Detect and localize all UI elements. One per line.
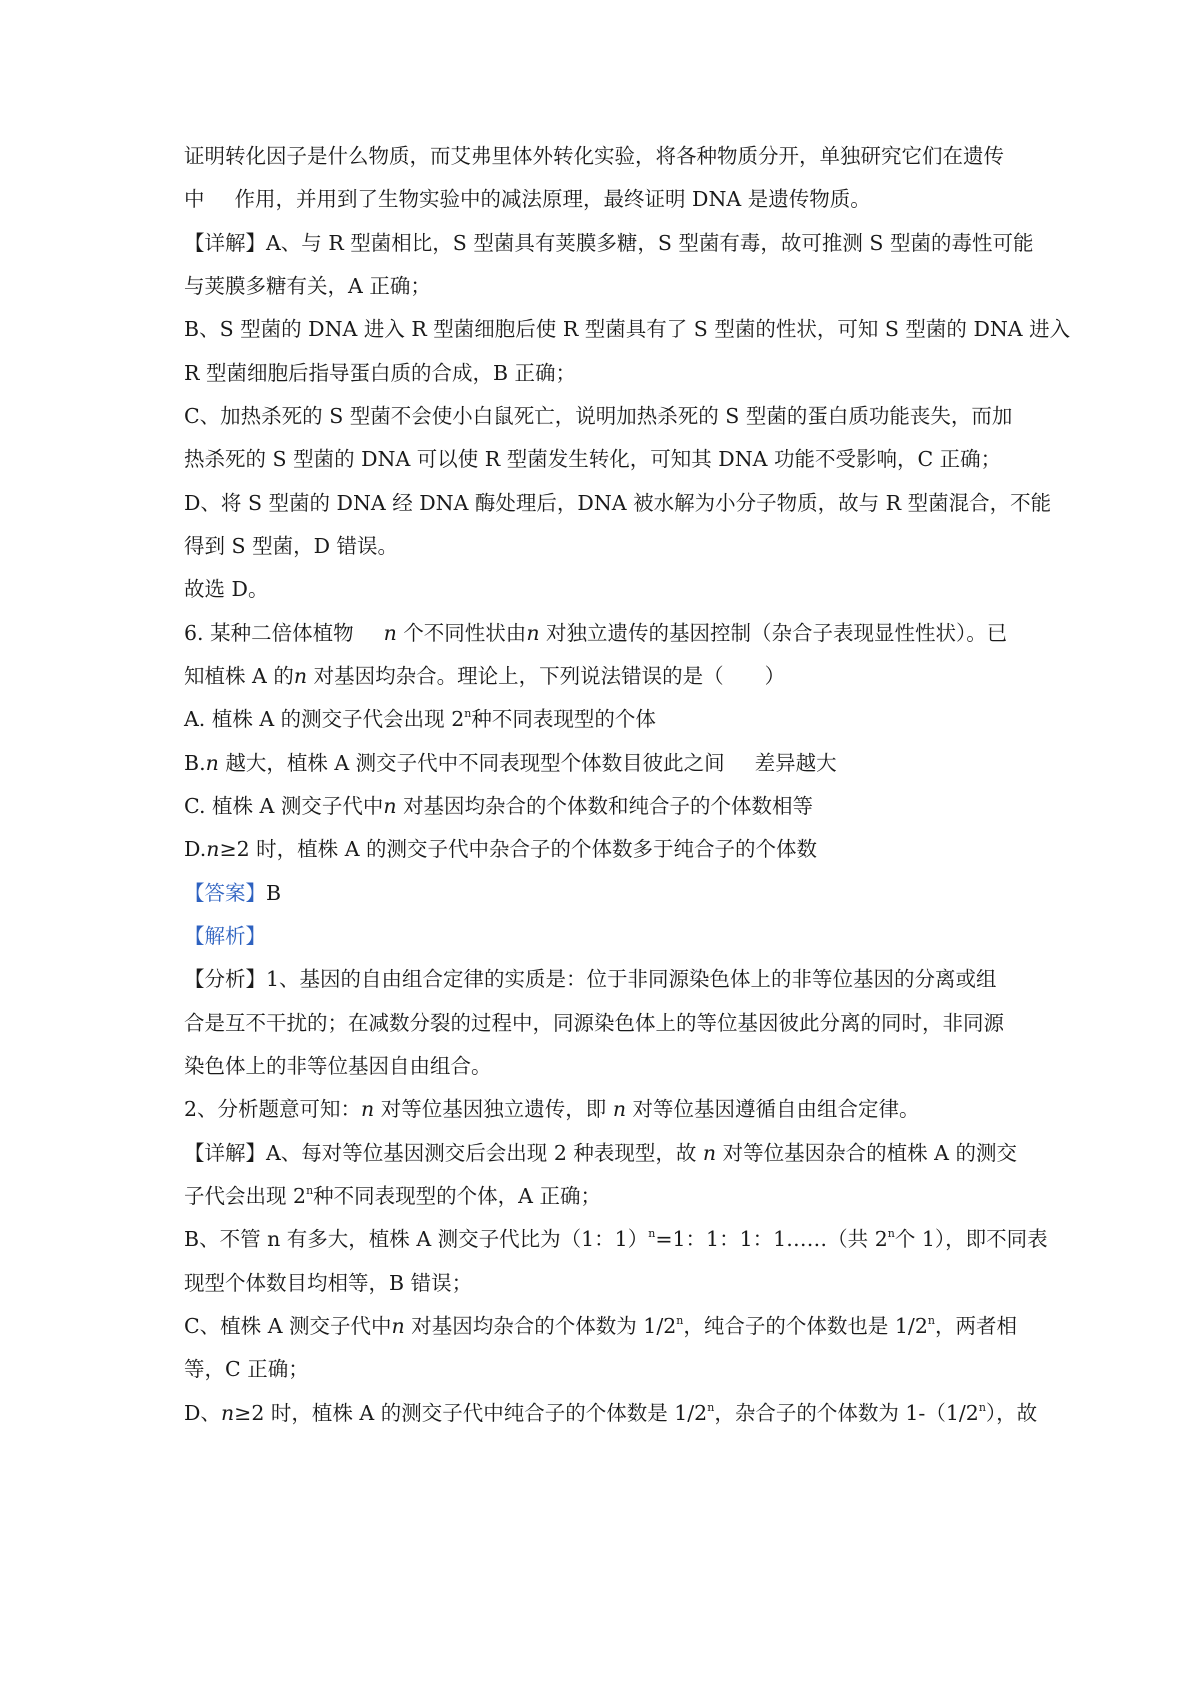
option-b: B.n 越大，植株 A 测交子代中不同表现型个体数目彼此之间 差异越大 xyxy=(184,751,837,775)
answer-line: 【答案】B xyxy=(184,881,282,905)
text-line: 故选 D。 xyxy=(184,577,269,601)
text-line: 现型个体数目均相等，B 错误； xyxy=(184,1271,473,1295)
text-line: R 型菌细胞后指导蛋白质的合成，B 正确； xyxy=(184,361,577,385)
text-line: D、将 S 型菌的 DNA 经 DNA 酶处理后，DNA 被水解为小分子物质，故与 R 型菌混合，不能 xyxy=(184,491,1052,515)
question-stem: 知植株 A 的n 对基因均杂合。理论上，下列说法错误的是（ ） xyxy=(184,664,786,688)
text-line: C、植株 A 测交子代中n 对基因均杂合的个体数为 1/2$^n$，纯合子的个体数也是 1/2$^n$，两者相 xyxy=(184,1314,1017,1338)
text-line: C、加热杀死的 S 型菌不会使小白鼠死亡，说明加热杀死的 S 型菌的蛋白质功能丧失，而加 xyxy=(184,404,1013,428)
text-line: 【详解】A、每对等位基因测交后会出现 2 种表现型，故 n 对等位基因杂合的植株 A 的测交 xyxy=(184,1141,1017,1165)
text-line: 证明转化因子是什么物质，而艾弗里体外转化实验，将各种物质分开，单独研究它们在遗传 xyxy=(184,144,1004,168)
text-line: 【详解】A、与 R 型菌相比，S 型菌具有荚膜多糖，S 型菌有毒，故可推测 S 型菌的毒性可能 xyxy=(184,231,1034,255)
text-line: 得到 S 型菌，D 错误。 xyxy=(184,534,399,558)
option-c: C. 植株 A 测交子代中n 对基因均杂合的个体数和纯合子的个体数相等 xyxy=(184,794,814,818)
text-line: B、不管 n 有多大，植株 A 测交子代比为（1：1）$^n$=1：1：1：1……（共 2$^n$个 1），即不同表 xyxy=(184,1227,1048,1251)
text-line: 【分析】1、基因的自由组合定律的实质是：位于非同源染色体上的非等位基因的分离或组 xyxy=(184,967,997,991)
text-line: 合是互不干扰的；在减数分裂的过程中，同源染色体上的等位基因彼此分离的同时，非同源 xyxy=(184,1011,1004,1035)
text-line: 与荚膜多糖有关，A 正确； xyxy=(184,274,431,298)
option-d: D.n≥2 时，植株 A 的测交子代中杂合子的个体数多于纯合子的个体数 xyxy=(184,837,818,861)
question-stem: 6. 某种二倍体植物 n 个不同性状由n 对独立遗传的基因控制（杂合子表现显性性状）。已 xyxy=(184,621,1008,645)
analysis-heading: 【解析】 xyxy=(184,924,266,948)
text-line: 子代会出现 2$^n$种不同表现型的个体，A 正确； xyxy=(184,1184,601,1208)
text-line: 中 作用，并用到了生物实验中的减法原理，最终证明 DNA 是遗传物质。 xyxy=(184,187,871,211)
text-line: 染色体上的非等位基因自由组合。 xyxy=(184,1054,492,1078)
text-line: 等，C 正确； xyxy=(184,1357,309,1381)
text-line: 热杀死的 S 型菌的 DNA 可以使 R 型菌发生转化，可知其 DNA 功能不受影响，C 正确； xyxy=(184,447,1002,471)
text-line: B、S 型菌的 DNA 进入 R 型菌细胞后使 R 型菌具有了 S 型菌的性状，可知 S 型菌的 DNA 进入 xyxy=(184,317,1071,341)
text-line: D、n≥2 时，植株 A 的测交子代中纯合子的个体数是 1/2$^n$，杂合子的个体数为 1-（1/2$^n$），故 xyxy=(184,1401,1038,1425)
option-a: A. 植株 A 的测交子代会出现 2$^n$种不同表现型的个体 xyxy=(184,707,656,731)
text-line: 2、分析题意可知：n 对等位基因独立遗传，即 n 对等位基因遵循自由组合定律。 xyxy=(184,1097,920,1121)
